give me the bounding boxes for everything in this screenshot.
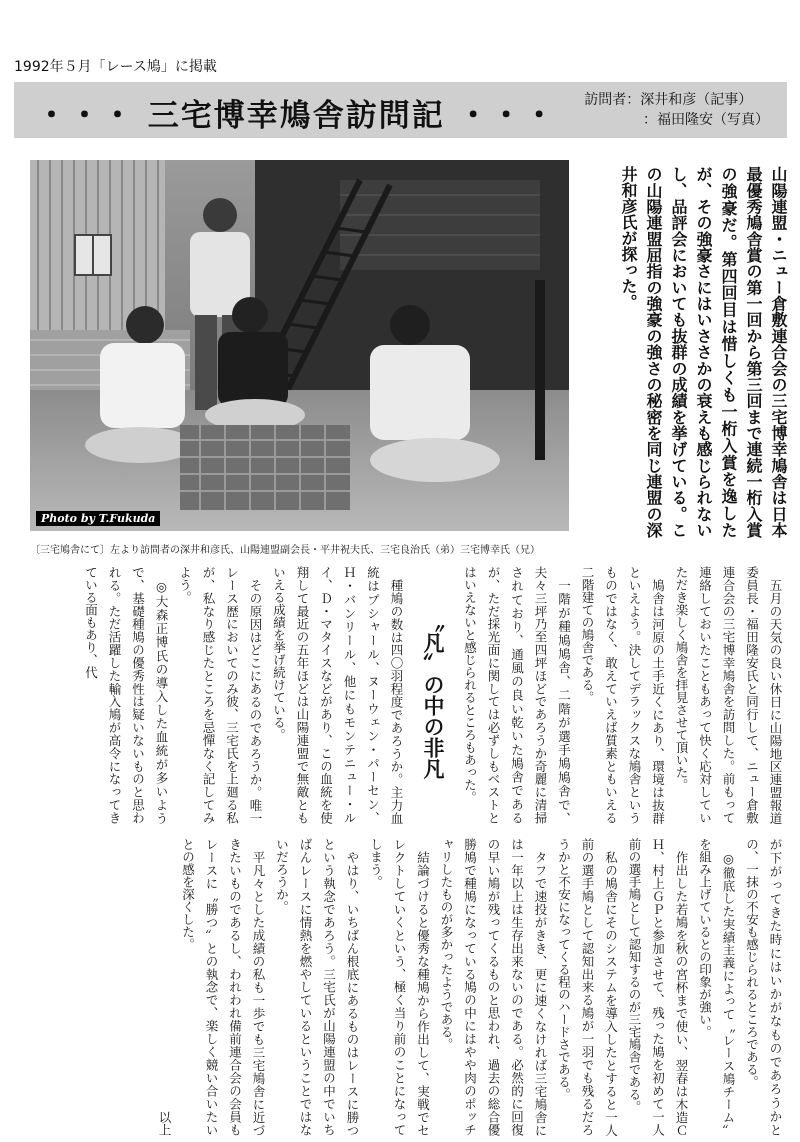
body-paragraph: ◎大森正博氏の導入した血統が多いようで、基礎種鳩の優秀性は疑いないものと思われる。ただ活躍した輸入鳩が高令になってきている面もあり、代 <box>83 566 169 824</box>
byline-writer: 訪問者：深井和彦（記事） <box>584 92 753 108</box>
body-paragraph: 五月の天気の良い休日に山陽地区連盟報道委員長・福田隆安氏と同行して、ニュー倉敷連合会の三宅博幸鳩舎を訪問した。前もって連絡しておいたこともあって快く応対していただき楽しく鳩舎を拝見させて頂いた。 <box>674 566 783 824</box>
closing-mark: 以上 <box>157 1111 172 1136</box>
body-paragraph: 平凡々とした成績の私も一歩でも三宅鳩舎に近づきたいものであるし、われわれ備前連合会の会員もレースに〝勝つ〟との執念で、楽しく競い合いたいとの感を深くした。 <box>180 838 266 1136</box>
publication-note: 1992年５月「レース鳩」に掲載 <box>14 59 217 75</box>
article-title: ・・・ 三宅博幸鳩舎訪問記 ・・・ <box>36 98 557 134</box>
photo-caption: 〔三宅鳩舎にて〕左より訪問者の深井和彦氏、山陽連盟副会長・平井祝夫氏、三宅良治氏（弟）三宅博幸氏（兄） <box>30 545 540 556</box>
body-paragraph: 私の鳩舎にそのシステムを導入したとすると一人前の選手鳩として認知出来る鳩が一羽でも残るだろうかと不安になってくる程のハードさである。 <box>556 838 619 1136</box>
section-heading: 〝凡〟の中の非凡 <box>421 611 446 779</box>
byline <box>584 90 769 130</box>
title-bar <box>14 82 787 138</box>
article-body-bottom <box>35 838 787 1136</box>
lead-paragraph: 山陽連盟・ニュー倉敷連合会の三宅博幸鳩舎は日本最優秀鳩舎賞の第一回から第三回まで連続一桁入賞の強豪だ。第四回目は惜しくも一桁入賞を逸したが、その強豪さにはいささかの衰えも感じられないし、品評会においても抜群の成績を挙げている。この山陽連盟屈指の強豪の強さの秘密を同じ連盟の深井和彦氏が探った。 <box>619 166 788 538</box>
body-paragraph: 種鳩の数は四〇羽程度であろうか。主力血統はプシャール、ヌーウェン・パーセン、Ｈ・バンリール、他にもモンテニュー・ルイ、Ｄ・マタイスなどがあり、この血統を使翔して最近の五年ほどは山陽連盟で無敵ともいえる成績を挙げ続けている。 <box>271 566 404 824</box>
body-paragraph: やはり、いちばん根底にあるものはレースに勝つという執念であろう。三宅氏が山陽連盟の中でいちばんレースに情熱を燃やしているということではないだろうか。 <box>274 838 360 1136</box>
photo-illustration <box>30 160 569 531</box>
body-paragraph: その原因はどこにあるのであろうか。唯一レース歴においてのみ彼、三宅氏を上廻る私が、私なり感じたところを忌憚なく記してみよう。 <box>177 566 263 824</box>
article-body-top <box>35 566 787 824</box>
body-paragraph: 作出した若鳩を秋の宮杯まで使い、翌春は木造ＣＨ、村上ＧＰと参加させて、残った鳩を初めて一人前の選手鳩として認知するのが三宅鳩舎である。 <box>627 838 689 1136</box>
article-photo <box>30 160 569 531</box>
body-paragraph: タフで速投がきき、更に速くなければ三宅鳩舎には一年以上は生存出来ないのである。必然的に回復の早い鳩が残ってくるものと思われ、過去の総合優勝鳩で種鳩になっている鳩の中にはやや肉のポッチャリしたものが多かったようである。 <box>439 838 548 1136</box>
body-paragraph: 結論づけると優秀な種鳩から作出して、実戦でセレクトしていくという、極く当り前のことになってしまう。 <box>368 838 431 1136</box>
photo-credit: Photo by T.Fukuda <box>36 511 160 526</box>
body-paragraph: 鳩舎は河原の土手近くにあり、環境は抜群といえよう。決してデラックスな鳩舎というものではなく、敢えていえば質素ともいえる二階建ての鳩舎である。 <box>580 566 666 824</box>
body-paragraph: が下がってきた時にはいかがなものであろうかとの、一抹の不安も感じられるところである。 <box>744 838 783 1136</box>
body-paragraph: 一階が種鳩鳩舎、二階が選手鳩鳩舎で、夫々三坪乃至四坪ほどであろうか奇麗に清掃されており、通風の良い乾いた鳩舎であるが、ただ採光面に関しては必ずしもベストとはいえないと感じられるところもあった。 <box>462 566 572 824</box>
body-paragraph: ◎徹底した実績主義によって〝レース鳩チーム〟を組み上げているとの印象が強い。 <box>697 838 736 1136</box>
byline-photographer: ：福田隆安（写真） <box>643 112 769 128</box>
